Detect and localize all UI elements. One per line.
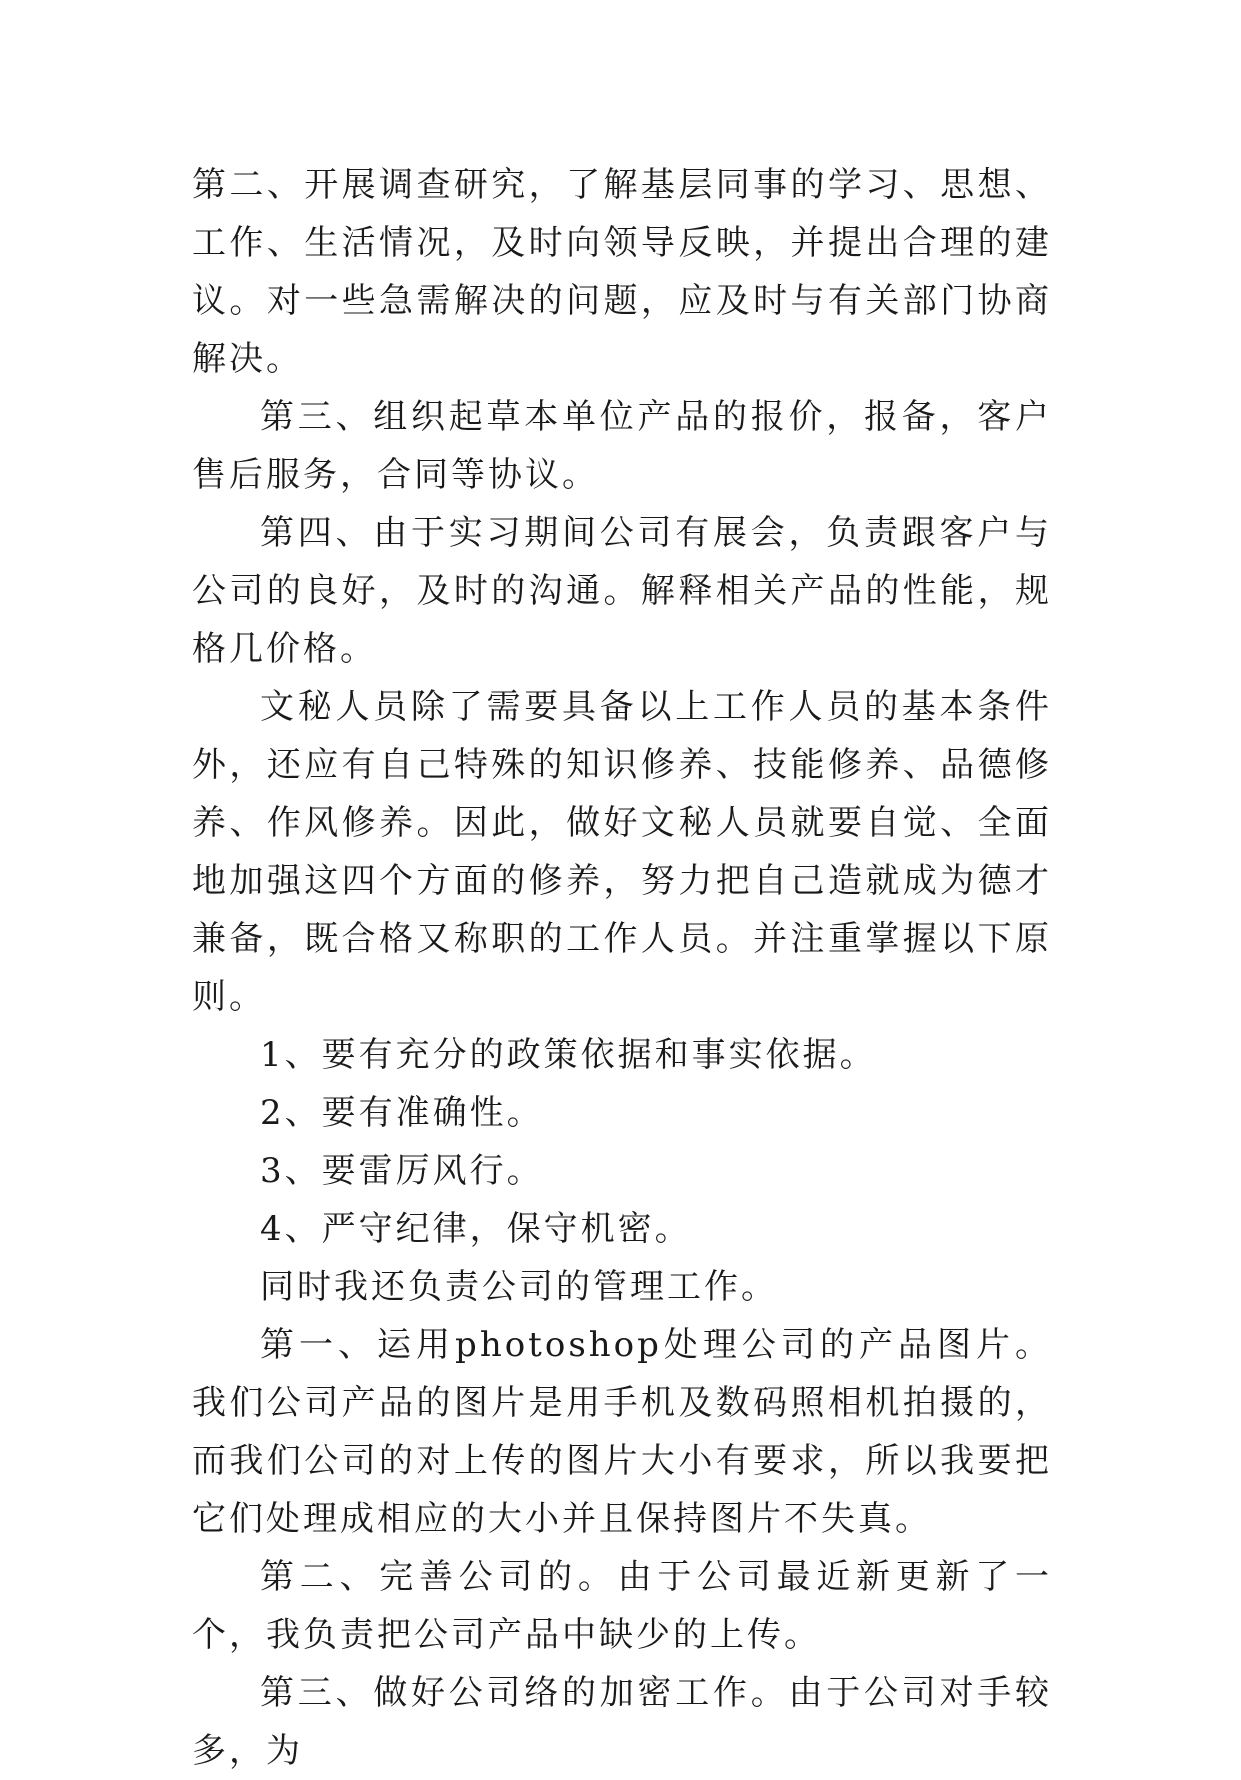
- paragraph-2: 第三、组织起草本单位产品的报价，报备，客户售后服务，合同等协议。: [192, 397, 1052, 495]
- list-item-3: 3、要雷厉风行。: [260, 1151, 544, 1191]
- paragraph-5: 同时我还负责公司的管理工作。: [260, 1267, 778, 1307]
- paragraph-1: 第二、开展调查研究，了解基层同事的学习、思想、工作、生活情况，及时向领导反映，并提出合理的建议。对一些急需解决的问题，应及时与有关部门协商解决。: [192, 165, 1052, 379]
- document-body: [192, 156, 1052, 1780]
- paragraph-6: 第一、运用photoshop处理公司的产品图片。我们公司产品的图片是用手机及数码照相机拍摄的，而我们公司的对上传的图片大小有要求，所以我要把它们处理成相应的大小并且保持图片不失真。: [192, 1325, 1052, 1539]
- list-item-1: 1、要有充分的政策依据和事实依据。: [260, 1035, 877, 1075]
- list-item-2: 2、要有准确性。: [260, 1093, 544, 1133]
- paragraph-8: 第三、做好公司络的加密工作。由于公司对手较多，为: [192, 1673, 1052, 1771]
- paragraph-7: 第二、完善公司的。由于公司最近新更新了一个，我负责把公司产品中缺少的上传。: [192, 1557, 1052, 1655]
- list-item-4: 4、严守纪律，保守机密。: [260, 1209, 692, 1249]
- paragraph-4: 文秘人员除了需要具备以上工作人员的基本条件外，还应有自己特殊的知识修养、技能修养、品德修养、作风修养。因此，做好文秘人员就要自觉、全面地加强这四个方面的修养，努力把自己造就成为德才兼备，既合格又称职的工作人员。并注重掌握以下原则。: [192, 687, 1052, 1017]
- paragraph-3: 第四、由于实习期间公司有展会，负责跟客户与公司的良好，及时的沟通。解释相关产品的性能，规格几价格。: [192, 513, 1052, 669]
